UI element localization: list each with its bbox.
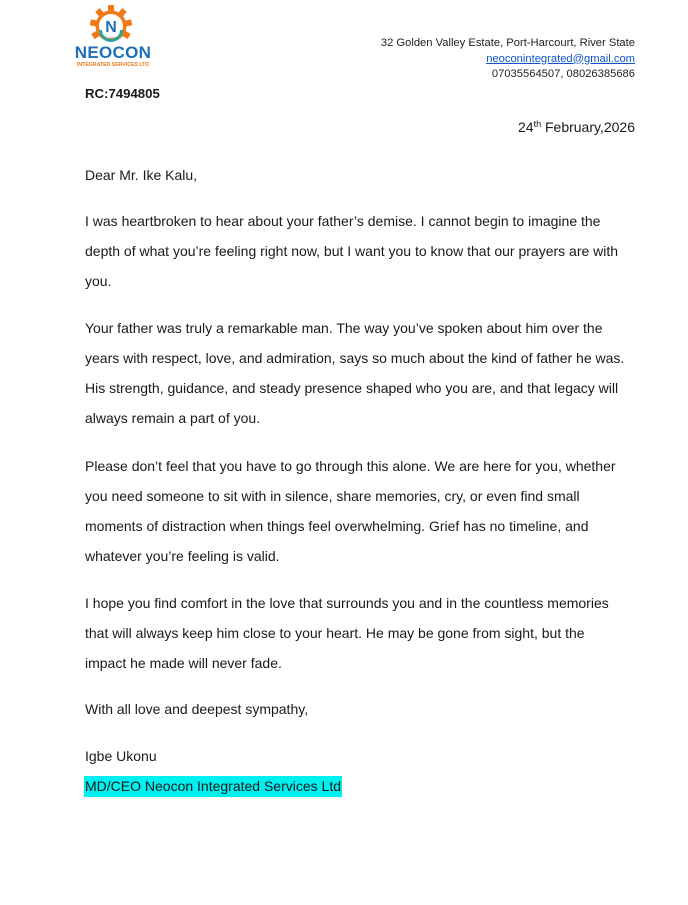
neocon-logo-icon	[62, 4, 164, 68]
company-logo	[62, 4, 164, 68]
rc-number: RC:7494805	[85, 86, 160, 101]
signer-title: MD/CEO Neocon Integrated Services Ltd	[84, 776, 342, 797]
date-rest: February,2026	[541, 119, 635, 135]
company-address: 32 Golden Valley Estate, Port-Harcourt, River State	[380, 37, 635, 49]
company-phones: 07035564507, 08026385686	[491, 68, 635, 80]
logo-wordmark: NEOCON	[74, 43, 152, 62]
date-day: 24	[518, 119, 534, 135]
body-paragraph-3: Please don’t feel that you have to go through this alone. We are here for you, whether you need someone to sit with in silence, share memories, cry, or even find small moments of distraction when things feel overwhelming. Grief has no timeline, and whatever you’re feeling is valid.	[85, 458, 616, 564]
salutation: Dear Mr. Ike Kalu,	[85, 167, 198, 183]
body-paragraph-2: Your father was truly a remarkable man. The way you’ve spoken about him over the years with respect, love, and admiration, says so much about the kind of father he was. His strength, guidance, and steady presence shaped who you are, and that legacy will always remain a part of you.	[85, 320, 625, 426]
logo-tagline: INTEGRATED SERVICES LTD	[76, 62, 150, 68]
closing-line: With all love and deepest sympathy,	[85, 701, 309, 717]
letterhead-address-block	[381, 36, 635, 83]
signer-name: Igbe Ukonu	[85, 748, 157, 764]
logo-center-letter: N	[105, 19, 117, 36]
body-paragraph-4: I hope you find comfort in the love that surrounds you and in the countless memories that will always keep him close to your heart. He may be gone from sight, but the impact he made will never fade.	[85, 595, 609, 671]
body-paragraph-1: I was heartbroken to hear about your father’s demise. I cannot begin to imagine the depth of what you’re feeling right now, but I want you to know that our prayers are with you.	[85, 213, 619, 289]
company-email-link[interactable]: neoconintegrated@gmail.com	[486, 52, 635, 65]
date-suffix: th	[533, 119, 542, 129]
letter-date	[518, 119, 635, 135]
